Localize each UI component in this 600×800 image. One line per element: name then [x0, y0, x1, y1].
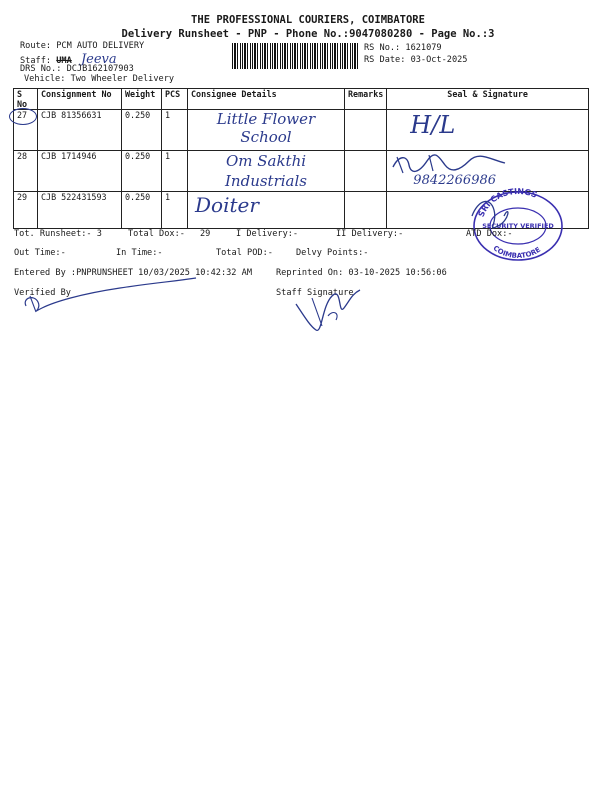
cell-pcs: 1 [162, 192, 188, 229]
cell-sno: 27 [14, 110, 38, 151]
cell-sno: 29 [14, 192, 38, 229]
cell-weight: 0.250 [122, 110, 162, 151]
circle-mark [9, 108, 37, 125]
cell-pcs: 1 [162, 110, 188, 151]
cell-consignee [188, 192, 345, 229]
seal-handwriting: H/L [410, 111, 456, 139]
staff-signature [292, 286, 364, 336]
entered-by: Entered By :PNPRUNSHEET 10/03/2025 10:42:32 AM [14, 268, 252, 278]
drs-number: DRS No.: DCJB162107903 [20, 64, 134, 74]
consignee-handwriting: Doiter [195, 193, 259, 217]
rs-number: RS No.: 1621079 [364, 43, 442, 53]
staff-label: Staff: [20, 56, 52, 66]
consignee-handwriting: Om Sakthi Industrials [225, 152, 307, 190]
verified-by-label: Verified By [14, 288, 71, 298]
out-time: Out Time:- [14, 248, 66, 258]
col-header-consignment: Consignment No [38, 89, 122, 110]
total-dox-value: 29 [200, 229, 211, 239]
col-header-pcs: PCS [162, 89, 188, 110]
stamp-inner-text: SECURITY VERIFIED [482, 222, 554, 230]
staff-handwritten-name: Jeeva [80, 52, 117, 67]
signature-scribble [389, 153, 509, 175]
cell-consignment: CJB 1714946 [38, 151, 122, 192]
cell-weight: 0.250 [122, 192, 162, 229]
i-delivery: I Delivery:- [236, 229, 299, 239]
cell-remarks [345, 192, 387, 229]
total-pod: Total POD:- [216, 248, 273, 258]
atd-dox: ATD Dox:- [466, 229, 513, 239]
col-header-seal: Seal & Signature [387, 89, 589, 110]
stamp-bottom-text: COIMBATORE [491, 244, 543, 261]
phone-handwriting: 9842266986 [413, 173, 497, 188]
cell-remarks [345, 110, 387, 151]
table-row [14, 110, 589, 151]
cell-sno: 28 [14, 151, 38, 192]
col-header-weight: Weight [122, 89, 162, 110]
verified-signature [20, 276, 200, 316]
total-dox-label: Total Dox:- [128, 229, 185, 239]
vehicle-label: Vehicle: Two Wheeler Delivery [24, 74, 175, 84]
col-header-remarks: Remarks [345, 89, 387, 110]
cell-remarks [345, 151, 387, 192]
cell-pcs: 1 [162, 151, 188, 192]
staff-struck-name: UMA [56, 56, 72, 66]
col-header-sno: S No [14, 89, 38, 110]
cell-seal [387, 110, 589, 151]
consignee-handwriting: Little Flower School [216, 110, 316, 146]
security-seal-stamp [468, 186, 564, 262]
rs-date: RS Date: 03-Oct-2025 [364, 55, 468, 65]
runsheet-title: Delivery Runsheet - PNP - Phone No.:9047080280 - Page No.:3 [121, 28, 495, 40]
cell-weight: 0.250 [122, 151, 162, 192]
cell-consignment: CJB 522431593 [38, 192, 122, 229]
col-header-consignee: Consignee Details [188, 89, 345, 110]
tot-runsheet: Tot. Runsheet:- 3 [14, 229, 102, 239]
cell-consignee [188, 151, 345, 192]
ii-delivery: II Delivery:- [336, 229, 404, 239]
cell-consignee [188, 110, 345, 151]
stamp-top-text: SRI CASTINGS [476, 186, 539, 219]
company-title: THE PROFESSIONAL COURIERS, COIMBATORE [191, 14, 425, 26]
staff-signature-label: Staff Signature [276, 288, 354, 298]
delvy-points: Delvy Points:- [296, 248, 369, 258]
reprinted-on: Reprinted On: 03-10-2025 10:56:06 [276, 268, 447, 278]
route-label: Route: PCM AUTO DELIVERY [20, 41, 145, 51]
in-time: In Time:- [116, 248, 163, 258]
table-header-row [14, 89, 589, 110]
barcode-image [232, 43, 358, 69]
cell-consignment: CJB 81356631 [38, 110, 122, 151]
